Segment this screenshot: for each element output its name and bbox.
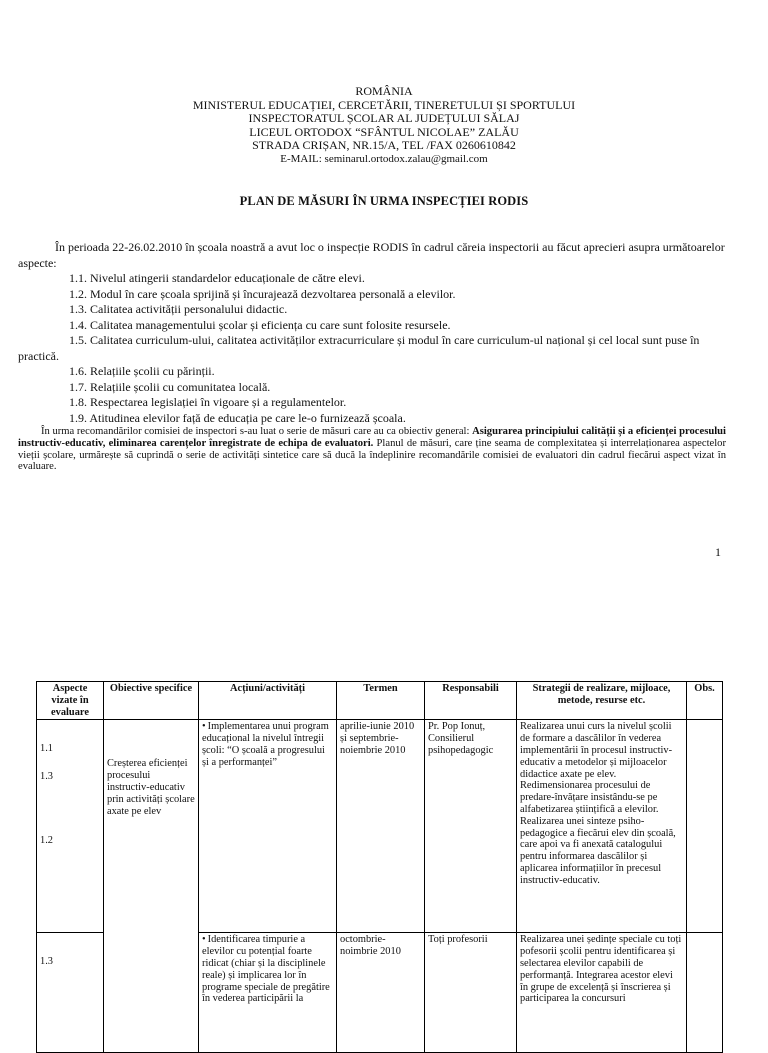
aspect-code: 1.3	[40, 956, 53, 968]
aspect-item: 1.8. Respectarea legislației în vigoare și a regulamentelor.	[69, 395, 347, 409]
letterhead-inspectorate: INSPECTORATUL ȘCOLAR AL JUDEȚULUI SĂLAJ	[248, 111, 520, 125]
aspect-code: 1.3	[40, 771, 53, 783]
document-title: PLAN DE MĂSURI ÎN URMA INSPECȚIEI RODIS	[239, 194, 529, 208]
aspect-item: 1.2. Modul în care școala sprijină și încurajează dezvoltarea personală a elevilor.	[69, 286, 456, 301]
letterhead-country: ROMÂNIA	[355, 84, 413, 98]
responsible-cell: Toți profesorii	[425, 933, 517, 1053]
obs-cell	[687, 933, 723, 1053]
document-body	[18, 240, 726, 473]
column-header-actions: Acțiuni/activități	[199, 682, 337, 720]
conclusion-paragraph	[18, 426, 726, 473]
aspect-item: 1.4. Calitatea managementului școlar și eficiența cu care sunt folosite resursele.	[69, 317, 451, 332]
aspects-cell	[37, 720, 104, 933]
table-row	[37, 720, 723, 933]
page-number: 1	[715, 545, 721, 559]
conclusion-text: În urma recomandărilor comisiei de inspectori s-au luat o serie de măsuri care au ca obiectiv general:	[41, 426, 473, 437]
letterhead-school: LICEUL ORTODOX “SFÂNTUL NICOLAE” ZALĂU	[249, 124, 519, 139]
action-cell	[199, 720, 337, 933]
aspect-item: 1.1. Nivelul atingerii standardelor educaționale de către elevi.	[69, 271, 365, 285]
action-cell	[199, 933, 337, 1053]
objective-cell	[104, 720, 199, 1053]
intro-paragraph: În perioada 22-26.02.2010 în școala noastră a avut loc o inspecție RODIS în cadrul căreia inspectorii au făcut aprecieri asupra următoarelor aspecte:	[18, 240, 725, 270]
aspect-code: 1.1	[40, 743, 53, 755]
strategy-cell: Realizarea unui curs la nivelul școlii de formare a dascălilor în vederea implementării în procesul instructiv-educativ a metodelor și mijloacelor didactice axate pe elev. Redimensionarea procesului de predare-învățare insistându-se pe alfabetizarea științifică a elevilor. Realizarea unei sinteze psiho-pedagogice a fiecărui elev din școală, care apoi va fi anexată catalogului pentru informarea dascălilor și aplicarea informațiilor în precesul instructiv-educativ.	[517, 720, 687, 933]
column-header-deadline: Termen	[337, 682, 425, 720]
column-header-strategies: Strategii de realizare, mijloace, metode, resurse etc.	[517, 682, 687, 720]
aspect-code: 1.2	[40, 834, 53, 846]
responsible-cell: Pr. Pop Ionuț, Consilierul psihopedagogic	[425, 720, 517, 933]
objective-text: Creșterea eficienței procesului instructiv-educativ prin activități școlare axate pe elev	[107, 758, 195, 817]
conclusion-text-continued: Planul de măsuri, care ține seama de complexitatea și interrelaționarea aspectelor vieții școlare, urmărește să cuprindă o serie de activități sintetice care să ducă la îndeplinire recomandările comisiei de evaluatori din cadrul fiecărui aspect vizat în evaluare.	[18, 437, 726, 473]
column-header-responsible: Responsabili	[425, 682, 517, 720]
aspect-item: 1.3. Calitatea activității personalului didactic.	[69, 302, 288, 316]
aspect-item: 1.5. Calitatea curriculum-ului, calitatea activităților extracurriculare și modul în care curriculum-ul național și cel local sunt puse în practică.	[18, 333, 700, 363]
aspects-cell	[37, 933, 104, 1053]
letterhead-ministry: MINISTERUL EDUCAȚIEI, CERCETĂRII, TINERETULUI ȘI SPORTULUI	[192, 97, 576, 112]
letterhead-email: E-MAIL: seminarul.ortodox.zalau@gmail.com	[280, 152, 488, 165]
aspect-item: 1.9. Atitudinea elevilor față de educația pe care le-o furnizează școala.	[69, 410, 406, 425]
table-header-row	[37, 682, 723, 720]
aspect-item: 1.7. Relațiile școlii cu comunitatea locală.	[69, 379, 271, 394]
strategy-cell: Realizarea unei ședințe speciale cu toți pofesorii școlii pentru identificarea și selectarea elevilor capabili de performanță. Integrarea acestor elevi în grupe de excelență și înscrierea și participarea la concursuri	[517, 933, 687, 1053]
column-header-obs: Obs.	[687, 682, 723, 720]
aspect-item: 1.6. Relațiile școlii cu părinții.	[69, 364, 215, 378]
action-text: • Identificarea timpurie a elevilor cu potențial foarte ridicat (chiar și la disciplinele reale) și implicarea lor în programe speciale de pregătire în vederea participării la	[202, 934, 330, 1004]
letterhead	[0, 85, 768, 166]
column-header-objectives: Obiective specifice	[104, 682, 199, 720]
column-header-aspects: Aspecte vizate în evaluare	[37, 682, 104, 720]
action-text: • Implementarea unui program educațional la nivelul întregii școli: “O școală a progresului și a performanței”	[202, 721, 329, 767]
letterhead-address: STRADA CRIȘAN, NR.15/A, TEL /FAX 0260610842	[252, 138, 516, 152]
measures-table	[36, 681, 723, 1053]
deadline-cell: aprilie-iunie 2010 și septembrie-noiembrie 2010	[337, 720, 425, 933]
obs-cell	[687, 720, 723, 933]
conclusion-general-objective: Asigurarea principiului calității și a eficienței procesului instructiv-educativ, eliminarea carențelor înregistrate de echipa de evaluatori.	[18, 426, 726, 449]
deadline-cell: octombrie-noimbrie 2010	[337, 933, 425, 1053]
